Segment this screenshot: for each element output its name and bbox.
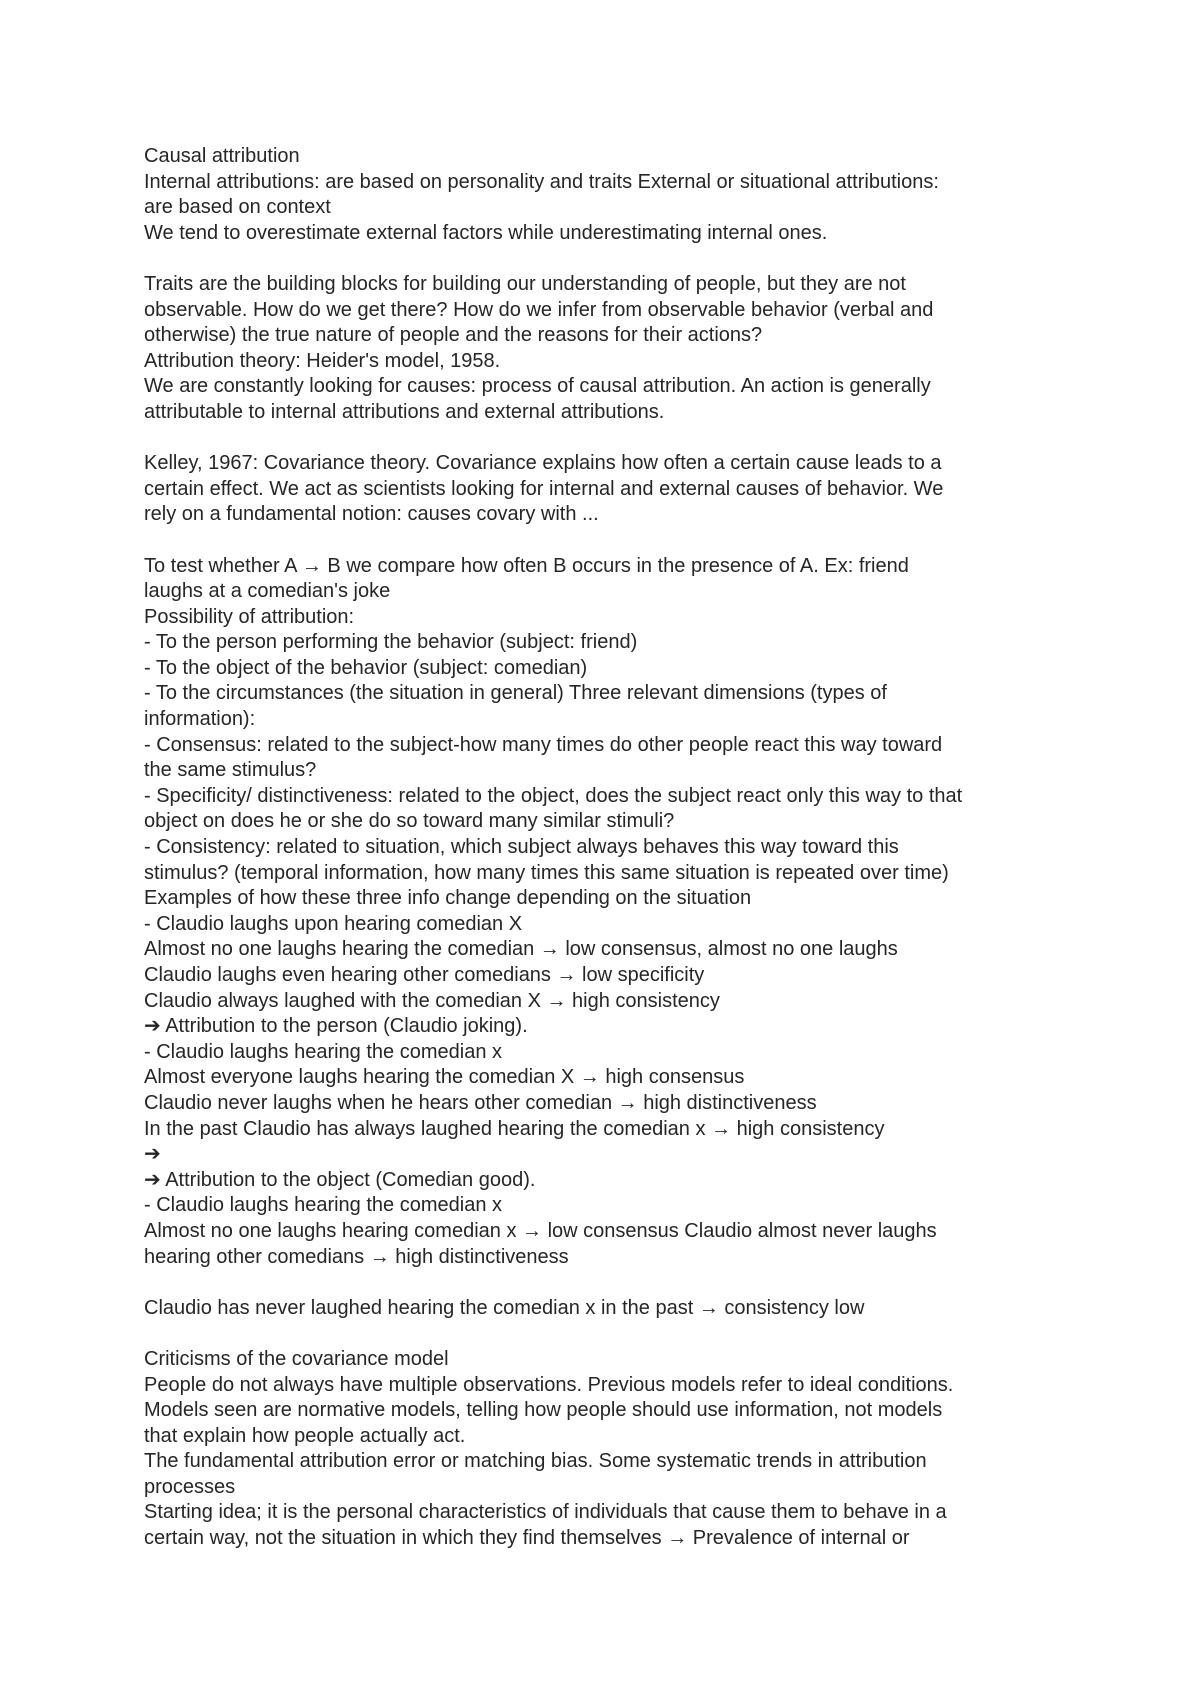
paragraph bbox=[144, 1347, 1074, 1552]
text-line: laughs at a comedian's joke bbox=[144, 580, 391, 603]
text-line: Almost no one laughs hearing comedian x → low consensus Claudio almost never laughs bbox=[144, 1219, 937, 1242]
text-line: - To the object of the behavior (subject: comedian) bbox=[144, 656, 588, 679]
text-line: The fundamental attribution error or matching bias. Some systematic trends in attribution bbox=[144, 1450, 927, 1473]
text-line: Kelley, 1967: Covariance theory. Covariance explains how often a certain cause leads to a bbox=[144, 452, 942, 475]
text-line: Claudio always laughed with the comedian X → high consistency bbox=[144, 989, 720, 1012]
text-line: object on does he or she do so toward many similar stimuli? bbox=[144, 810, 675, 833]
text-line: - To the person performing the behavior (subject: friend) bbox=[144, 631, 638, 654]
text-line: certain effect. We act as scientists looking for internal and external causes of behavior. We bbox=[144, 477, 944, 500]
text-line: Internal attributions: are based on personality and traits External or situational attributions: bbox=[144, 170, 939, 193]
paragraph bbox=[144, 1296, 1074, 1322]
paragraph bbox=[144, 451, 1074, 528]
text-line: Criticisms of the covariance model bbox=[144, 1347, 449, 1370]
text-line: the same stimulus? bbox=[144, 759, 317, 782]
text-line: ➔ bbox=[144, 1143, 161, 1166]
text-line: Claudio has never laughed hearing the comedian x in the past → consistency low bbox=[144, 1296, 865, 1319]
text-line: processes bbox=[144, 1475, 236, 1498]
text-line: information): bbox=[144, 708, 256, 731]
text-line: - Claudio laughs upon hearing comedian X bbox=[144, 912, 523, 935]
paragraph bbox=[144, 272, 1074, 426]
text-line: Possibility of attribution: bbox=[144, 605, 355, 628]
text-line: certain way, not the situation in which they find themselves → Prevalence of internal or bbox=[144, 1527, 910, 1550]
document-page bbox=[144, 144, 1074, 1552]
text-line: - To the circumstances (the situation in general) Three relevant dimensions (types of bbox=[144, 682, 887, 705]
text-line: Almost everyone laughs hearing the comedian X → high consensus bbox=[144, 1066, 745, 1089]
text-line: Starting idea; it is the personal characteristics of individuals that cause them to behave in a bbox=[144, 1501, 947, 1524]
text-line: observable. How do we get there? How do we infer from observable behavior (verbal and bbox=[144, 298, 934, 321]
text-line: ➔ Attribution to the person (Claudio joking). bbox=[144, 1015, 528, 1038]
text-line: Models seen are normative models, telling how people should use information, not models bbox=[144, 1399, 943, 1422]
paragraph-gap bbox=[144, 528, 1074, 554]
text-line: Claudio laughs even hearing other comedians → low specificity bbox=[144, 964, 705, 986]
text-line: - Consistency: related to situation, which subject always behaves this way toward this bbox=[144, 836, 899, 859]
paragraph-gap bbox=[144, 1321, 1074, 1347]
text-line: Causal attribution bbox=[144, 145, 300, 167]
text-line: - Consensus: related to the subject-how many times do other people react this way toward bbox=[144, 733, 943, 756]
text-line: In the past Claudio has always laughed hearing the comedian x → high consistency bbox=[144, 1117, 885, 1140]
paragraph-gap bbox=[144, 246, 1074, 272]
text-line: ➔ Attribution to the object (Comedian good). bbox=[144, 1168, 536, 1191]
text-line: that explain how people actually act. bbox=[144, 1424, 466, 1447]
paragraph-gap bbox=[144, 1270, 1074, 1296]
text-line: stimulus? (temporal information, how many times this same situation is repeated over time) bbox=[144, 861, 949, 884]
text-line: Examples of how these three info change depending on the situation bbox=[144, 887, 752, 910]
text-line: - Claudio laughs hearing the comedian x bbox=[144, 1194, 502, 1217]
text-line: Traits are the building blocks for building our understanding of people, but they are not bbox=[144, 272, 906, 295]
text-line: otherwise) the true nature of people and the reasons for their actions? bbox=[144, 324, 763, 347]
paragraph-gap bbox=[144, 426, 1074, 452]
text-line: Almost no one laughs hearing the comedian → low consensus, almost no one laughs bbox=[144, 938, 898, 961]
text-line: People do not always have multiple observations. Previous models refer to ideal conditions. bbox=[144, 1373, 954, 1396]
text-line: Claudio never laughs when he hears other comedian → high distinctiveness bbox=[144, 1091, 817, 1114]
paragraph bbox=[144, 144, 1074, 246]
text-line: rely on a fundamental notion: causes covary with ... bbox=[144, 503, 599, 526]
text-line: - Claudio laughs hearing the comedian x bbox=[144, 1040, 502, 1063]
text-line: We are constantly looking for causes: process of causal attribution. An action is generally bbox=[144, 375, 931, 398]
text-line: hearing other comedians → high distinctiveness bbox=[144, 1245, 569, 1268]
text-line: are based on context bbox=[144, 196, 331, 219]
text-line: Attribution theory: Heider's model, 1958. bbox=[144, 349, 501, 372]
text-line: To test whether A → B we compare how often B occurs in the presence of A. Ex: friend bbox=[144, 554, 909, 577]
text-line: - Specificity/ distinctiveness: related to the object, does the subject react only this way to that bbox=[144, 784, 963, 807]
text-line: We tend to overestimate external factors while underestimating internal ones. bbox=[144, 221, 828, 244]
text-line: attributable to internal attributions and external attributions. bbox=[144, 400, 665, 423]
paragraph bbox=[144, 554, 1074, 1271]
